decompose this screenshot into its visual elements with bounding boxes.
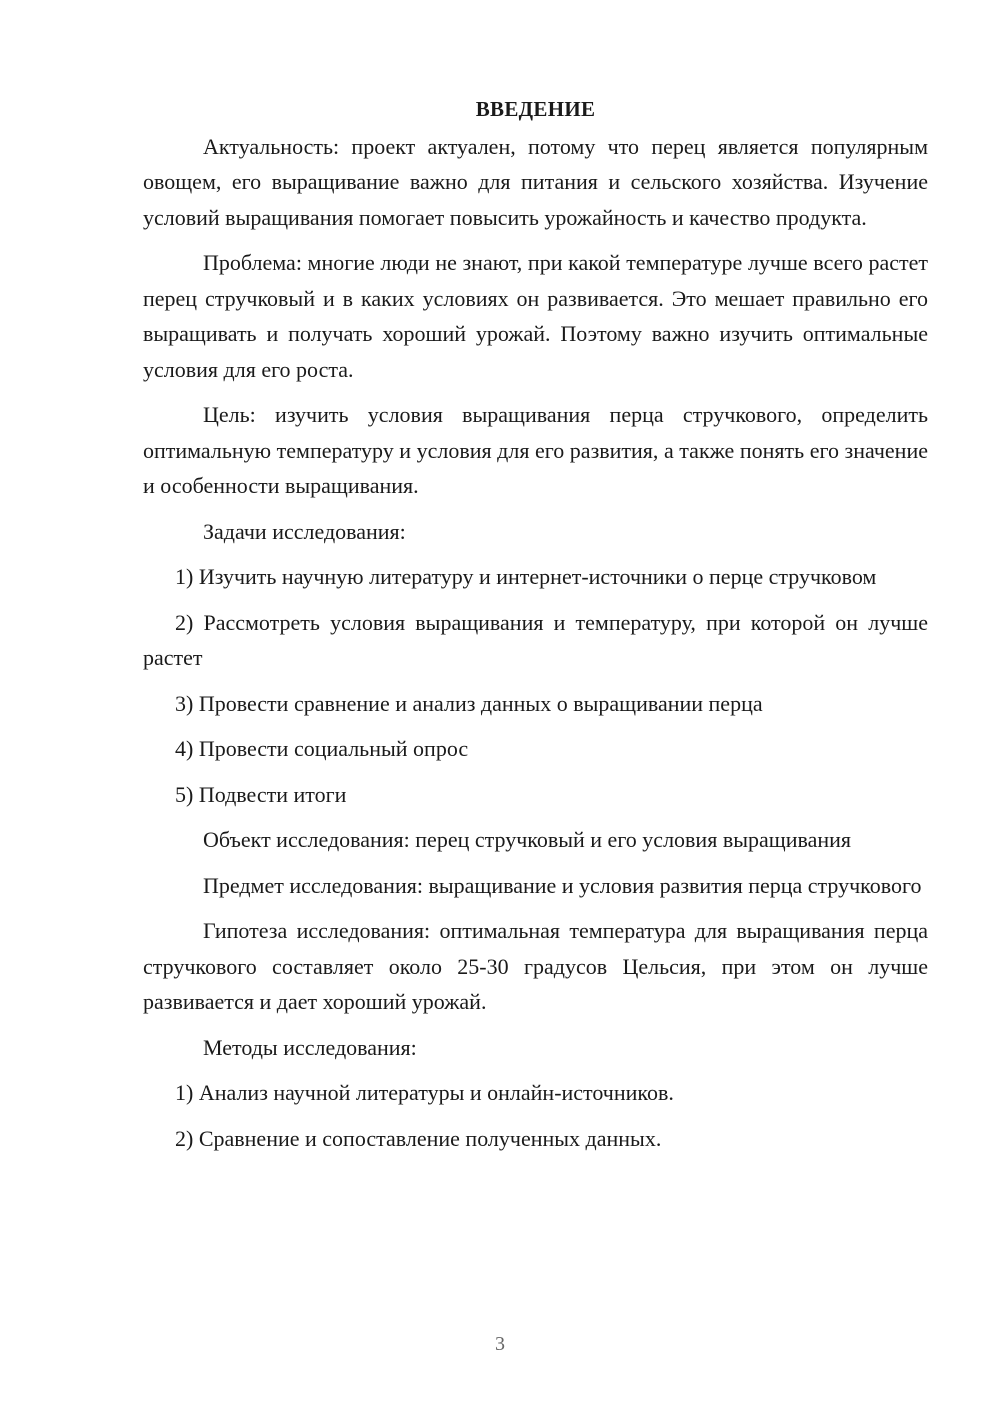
hypothesis-paragraph: Гипотеза исследования: оптимальная температура для выращивания перца стручкового составляет около 25-30 градусов Цельсия, при этом он лучше развивается и дает хороший урожай. <box>143 918 928 1014</box>
task-item-2: 2) Рассмотреть условия выращивания и температуру, при которой он лучше растет <box>143 609 928 670</box>
goal-paragraph: Цель: изучить условия выращивания перца стручкового, определить оптимальную температуру и условия для его развития, а также понять его значение и особенности выращивания. <box>143 402 928 498</box>
page-title: ВВЕДЕНИЕ <box>475 97 596 121</box>
tasks-heading: Задачи исследования: <box>203 518 406 544</box>
document-page <box>143 92 928 1166</box>
relevance-paragraph: Актуальность: проект актуален, потому что перец является популярным овощем, его выращивание важно для питания и сельского хозяйства. Изучение условий выращивания помогает повысить урожайность и качество продукта. <box>143 133 928 230</box>
task-item-1: 1) Изучить научную литературу и интернет-источники о перце стручковом <box>175 564 877 589</box>
subject-paragraph: Предмет исследования: выращивание и условия развития перца стручкового <box>203 872 922 898</box>
method-item-1: 1) Анализ научной литературы и онлайн-источников. <box>175 1080 674 1105</box>
task-item-5: 5) Подвести итоги <box>175 781 347 807</box>
method-item-2: 2) Сравнение и сопоставление полученных данных. <box>175 1125 662 1151</box>
problem-paragraph: Проблема: многие люди не знают, при какой температуре лучше всего растет перец стручковый и в каких условиях он развивается. Это мешает правильно его выращивать и получать хороший урожай. Поэтому важно изучить оптимальные условия для его роста. <box>143 250 928 382</box>
page-number: 3 <box>495 1333 505 1355</box>
object-paragraph: Объект исследования: перец стручковый и его условия выращивания <box>203 827 852 852</box>
task-item-4: 4) Провести социальный опрос <box>175 736 469 761</box>
methods-heading: Методы исследования: <box>203 1034 417 1060</box>
task-item-3: 3) Провести сравнение и анализ данных о выращивании перца <box>175 690 763 716</box>
